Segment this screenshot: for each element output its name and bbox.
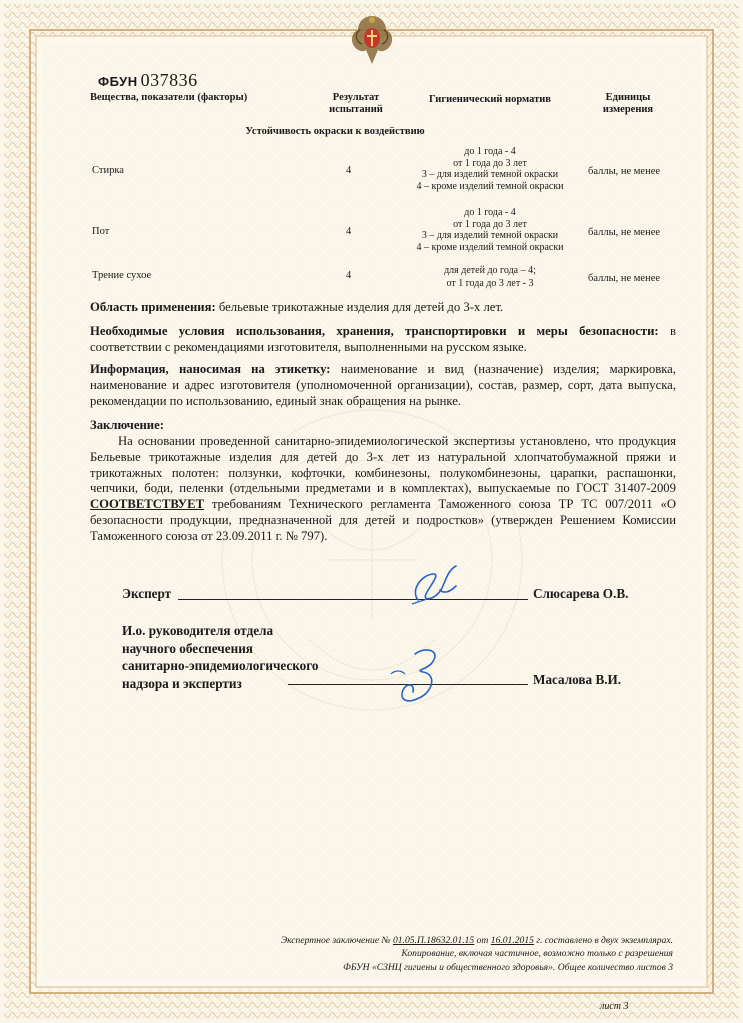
label-info-paragraph: [90, 362, 676, 409]
serial-number: 037836: [140, 70, 198, 90]
col-header-result: Результат испытаний: [329, 92, 383, 115]
table-row-norm: до 1 года - 4 от 1 года до 3 лет 3 – для изделий темной окраски 4 – кроме изделий темной окраски: [416, 146, 564, 192]
table-row-units: баллы, не менее: [588, 273, 661, 284]
table-row-norm: для детей до года – 4; от 1 года до 3 лет - 3: [444, 265, 536, 289]
coat-of-arms-emblem: [348, 12, 396, 68]
conclusion-number: 01.05.П.18632.01.15: [392, 935, 475, 946]
expert-signature: [400, 560, 470, 610]
conclusion-text: На основании проведенной санитарно-эпидемиологической экспертизы установлено, что продукция Бельевые трикотажные изделия для детей до 3-х лет из натуральной хлопчатобумажной пряжи и трикотажных полотен: ползунки, кофточки, комбинезоны, полукомбинезоны, царапки, распашонки, чепчики, боди, пеленки (отдельными предметами и в комплектах), выпускаемые по ГОСТ 31407-2009: [90, 434, 676, 496]
serial-prefix: ФБУН: [98, 74, 138, 89]
footer-line-2: Копирование, включая частичное, возможно только с разрешения: [401, 948, 673, 960]
scope-text: бельевые трикотажные изделия для детей до 3-х лет.: [215, 300, 504, 314]
table-row-factor: Пот: [92, 226, 110, 237]
head-of-department-label: И.о. руководителя отдела научного обеспечения санитарно-эпидемиологического надзора и экспертиз: [122, 623, 319, 691]
col-header-units: Единицы измерения: [602, 92, 654, 115]
conclusion-date: 16.01.2015: [490, 935, 534, 946]
table-row-result: 4: [346, 226, 352, 237]
conclusion-verdict: СООТВЕТСТВУЕТ: [90, 497, 205, 512]
sheet-number: лист 3: [600, 1001, 629, 1012]
col-header-factor: Вещества, показатели (факторы): [90, 92, 248, 103]
conclusion-text-cont: требованиям Технического регламента Таможенного союза ТР ТС 007/2011 «О безопасности продукции, предназначенной для детей и подростков» (утвержден Решением Комиссии Таможенного союза от 23.09.2011 г. № 797).: [90, 497, 676, 543]
document-footer: [281, 934, 673, 974]
conditions-paragraph: [90, 324, 676, 356]
table-section-title: Устойчивость окраски к воздействию: [245, 126, 425, 137]
table-row-result: 4: [346, 270, 352, 281]
table-row-factor: Трение сухое: [92, 270, 152, 281]
table-row-units: баллы, не менее: [588, 166, 661, 177]
conclusion-paragraph: [90, 434, 676, 545]
table-row-units: баллы, не менее: [588, 227, 661, 238]
table-row-factor: Стирка: [92, 165, 124, 176]
conditions-label: Необходимые условия использования, хранения, транспортировки и меры безопасности:: [90, 324, 659, 338]
expert-signature-line: [178, 599, 528, 600]
scope-label: Область применения:: [90, 300, 216, 314]
table-row-norm: до 1 года - 4 от 1 года до 3 лет 3 – для изделий темной окраски 4 – кроме изделий темной окраски: [416, 207, 564, 253]
footer-line-3: ФБУН «СЗНЦ гигиены и общественного здоровья». Общее количество листов 3: [343, 961, 673, 973]
conditions-text: в соответствии с рекомендациями изготовителя, выполненными на русском языке.: [90, 324, 676, 354]
blank-serial-number: [98, 70, 198, 91]
label-info-text: наименование и вид (назначение) изделия; маркировка, наименование и адрес изготовителя (уполномоченной организации), состав, размер, сорт, дата выпуска, рекомендации по использованию, единый знак обращения на рынке.: [90, 362, 676, 408]
expert-name: Слюсарева О.В.: [533, 586, 629, 601]
conclusion-heading: Заключение:: [90, 418, 164, 432]
footer-line-1: Экспертное заключение № 01.05.П.18632.01.15 от 16.01.2015 г. составлено в двух экземплярах.: [280, 935, 673, 946]
table-row-result: 4: [346, 165, 352, 176]
head-signature: [385, 640, 455, 712]
label-info-label: Информация, наносимая на этикетку:: [90, 362, 331, 376]
expert-label: Эксперт: [122, 586, 172, 601]
scope-paragraph: [90, 300, 676, 316]
col-header-norm: Гигиенический норматив: [429, 94, 551, 105]
head-name: Масалова В.И.: [533, 672, 622, 687]
